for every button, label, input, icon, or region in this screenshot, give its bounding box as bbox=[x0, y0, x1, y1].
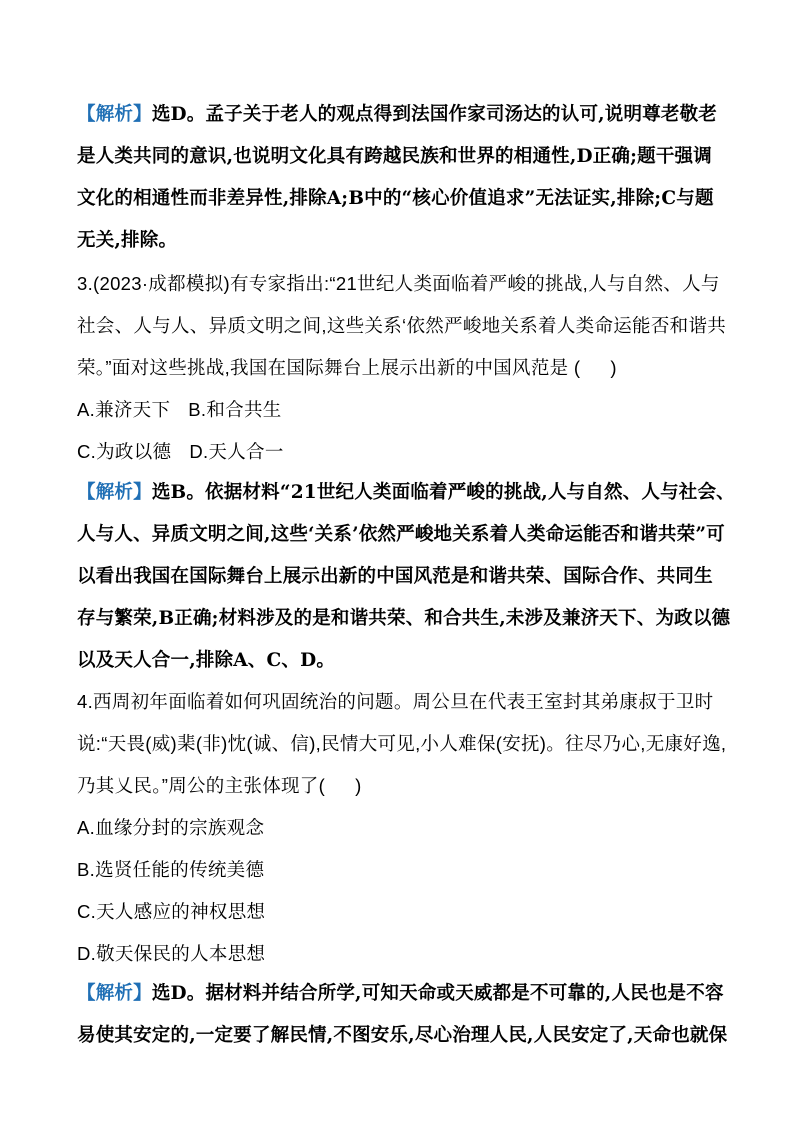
option-b: B.选贤任能的传统美德 bbox=[77, 859, 265, 880]
question-3-stem-text: 荣。”面对这些挑战,我国在国际舞台上展示出新的中国风范是 ( bbox=[77, 357, 581, 378]
question-3-stem: 社会、人与人、异质文明之间,这些关系‘依然严峻地关系着人类命运能否和谐共 bbox=[77, 315, 727, 336]
question-4-stem bbox=[77, 774, 362, 798]
closing-paren: ) bbox=[355, 775, 362, 796]
analysis-tag: 【解析】 bbox=[77, 104, 152, 125]
analysis-line: 人与人、异质文明之间,这些‘关系’依然严峻地关系着人类命运能否和谐共荣”可 bbox=[77, 524, 725, 545]
analysis-line: 存与繁荣,B正确;材料涉及的是和谐共荣、和合共生,未涉及兼济天下、为政以德 bbox=[77, 608, 731, 629]
question-4-stem: 4.西周初年面临着如何巩固统治的问题。周公旦在代表王室封其弟康叔于卫时 bbox=[77, 691, 714, 712]
closing-paren: ) bbox=[610, 357, 617, 378]
analysis-line: 无关,排除。 bbox=[77, 230, 178, 251]
analysis-line: 以及天人合一,排除A、C、D。 bbox=[77, 650, 336, 671]
analysis-text: 选B。依据材料“21世纪人类面临着严峻的挑战,人与自然、人与社会、 bbox=[151, 482, 735, 503]
analysis-text: 选D。孟子关于老人的观点得到法国作家司汤达的认可,说明尊老敬老 bbox=[151, 104, 717, 125]
question-3-stem: 3.(2023·成都模拟)有专家指出:“21世纪人类面临着严峻的挑战,人与自然、人与 bbox=[77, 273, 720, 294]
option-d: D.敬天保民的人本思想 bbox=[77, 943, 266, 964]
analysis-line: 文化的相通性而非差异性,排除A;B中的“核心价值追求”无法证实,排除;C与题 bbox=[77, 188, 714, 209]
analysis-line: 易使其安定的,一定要了解民情,不图安乐,尽心治理人民,人民安定了,天命也就保 bbox=[77, 1025, 728, 1046]
option-c: C.为政以德 bbox=[77, 441, 172, 462]
analysis-text: 选D。据材料并结合所学,可知天命或天威都是不可靠的,人民也是不容 bbox=[151, 983, 724, 1004]
analysis-line bbox=[77, 103, 717, 127]
question-4-stem-text: 乃其乂民。”周公的主张体现了( bbox=[77, 775, 326, 796]
option-a: A.兼济天下 bbox=[77, 399, 171, 420]
analysis-line: 是人类共同的意识,也说明文化具有跨越民族和世界的相通性,D正确;题干强调 bbox=[77, 146, 712, 167]
analysis-tag: 【解析】 bbox=[77, 983, 152, 1004]
analysis-line: 以看出我国在国际舞台上展示出新的中国风范是和谐共荣、国际合作、共同生 bbox=[77, 566, 713, 587]
analysis-line bbox=[77, 481, 735, 505]
option-a: A.血缘分封的宗族观念 bbox=[77, 817, 265, 838]
question-3-stem bbox=[77, 356, 617, 380]
analysis-tag: 【解析】 bbox=[77, 482, 152, 503]
question-3-options-row bbox=[77, 398, 282, 422]
question-4-stem: 说:“天畏(威)棐(非)忱(诚、信),民情大可见,小人难保(安抚)。往尽乃心,无康好逸, bbox=[77, 733, 727, 754]
question-3-options-row bbox=[77, 440, 284, 464]
option-c: C.天人感应的神权思想 bbox=[77, 901, 266, 922]
option-b: B.和合共生 bbox=[188, 399, 282, 420]
option-d: D.天人合一 bbox=[189, 441, 284, 462]
analysis-line bbox=[77, 982, 724, 1006]
